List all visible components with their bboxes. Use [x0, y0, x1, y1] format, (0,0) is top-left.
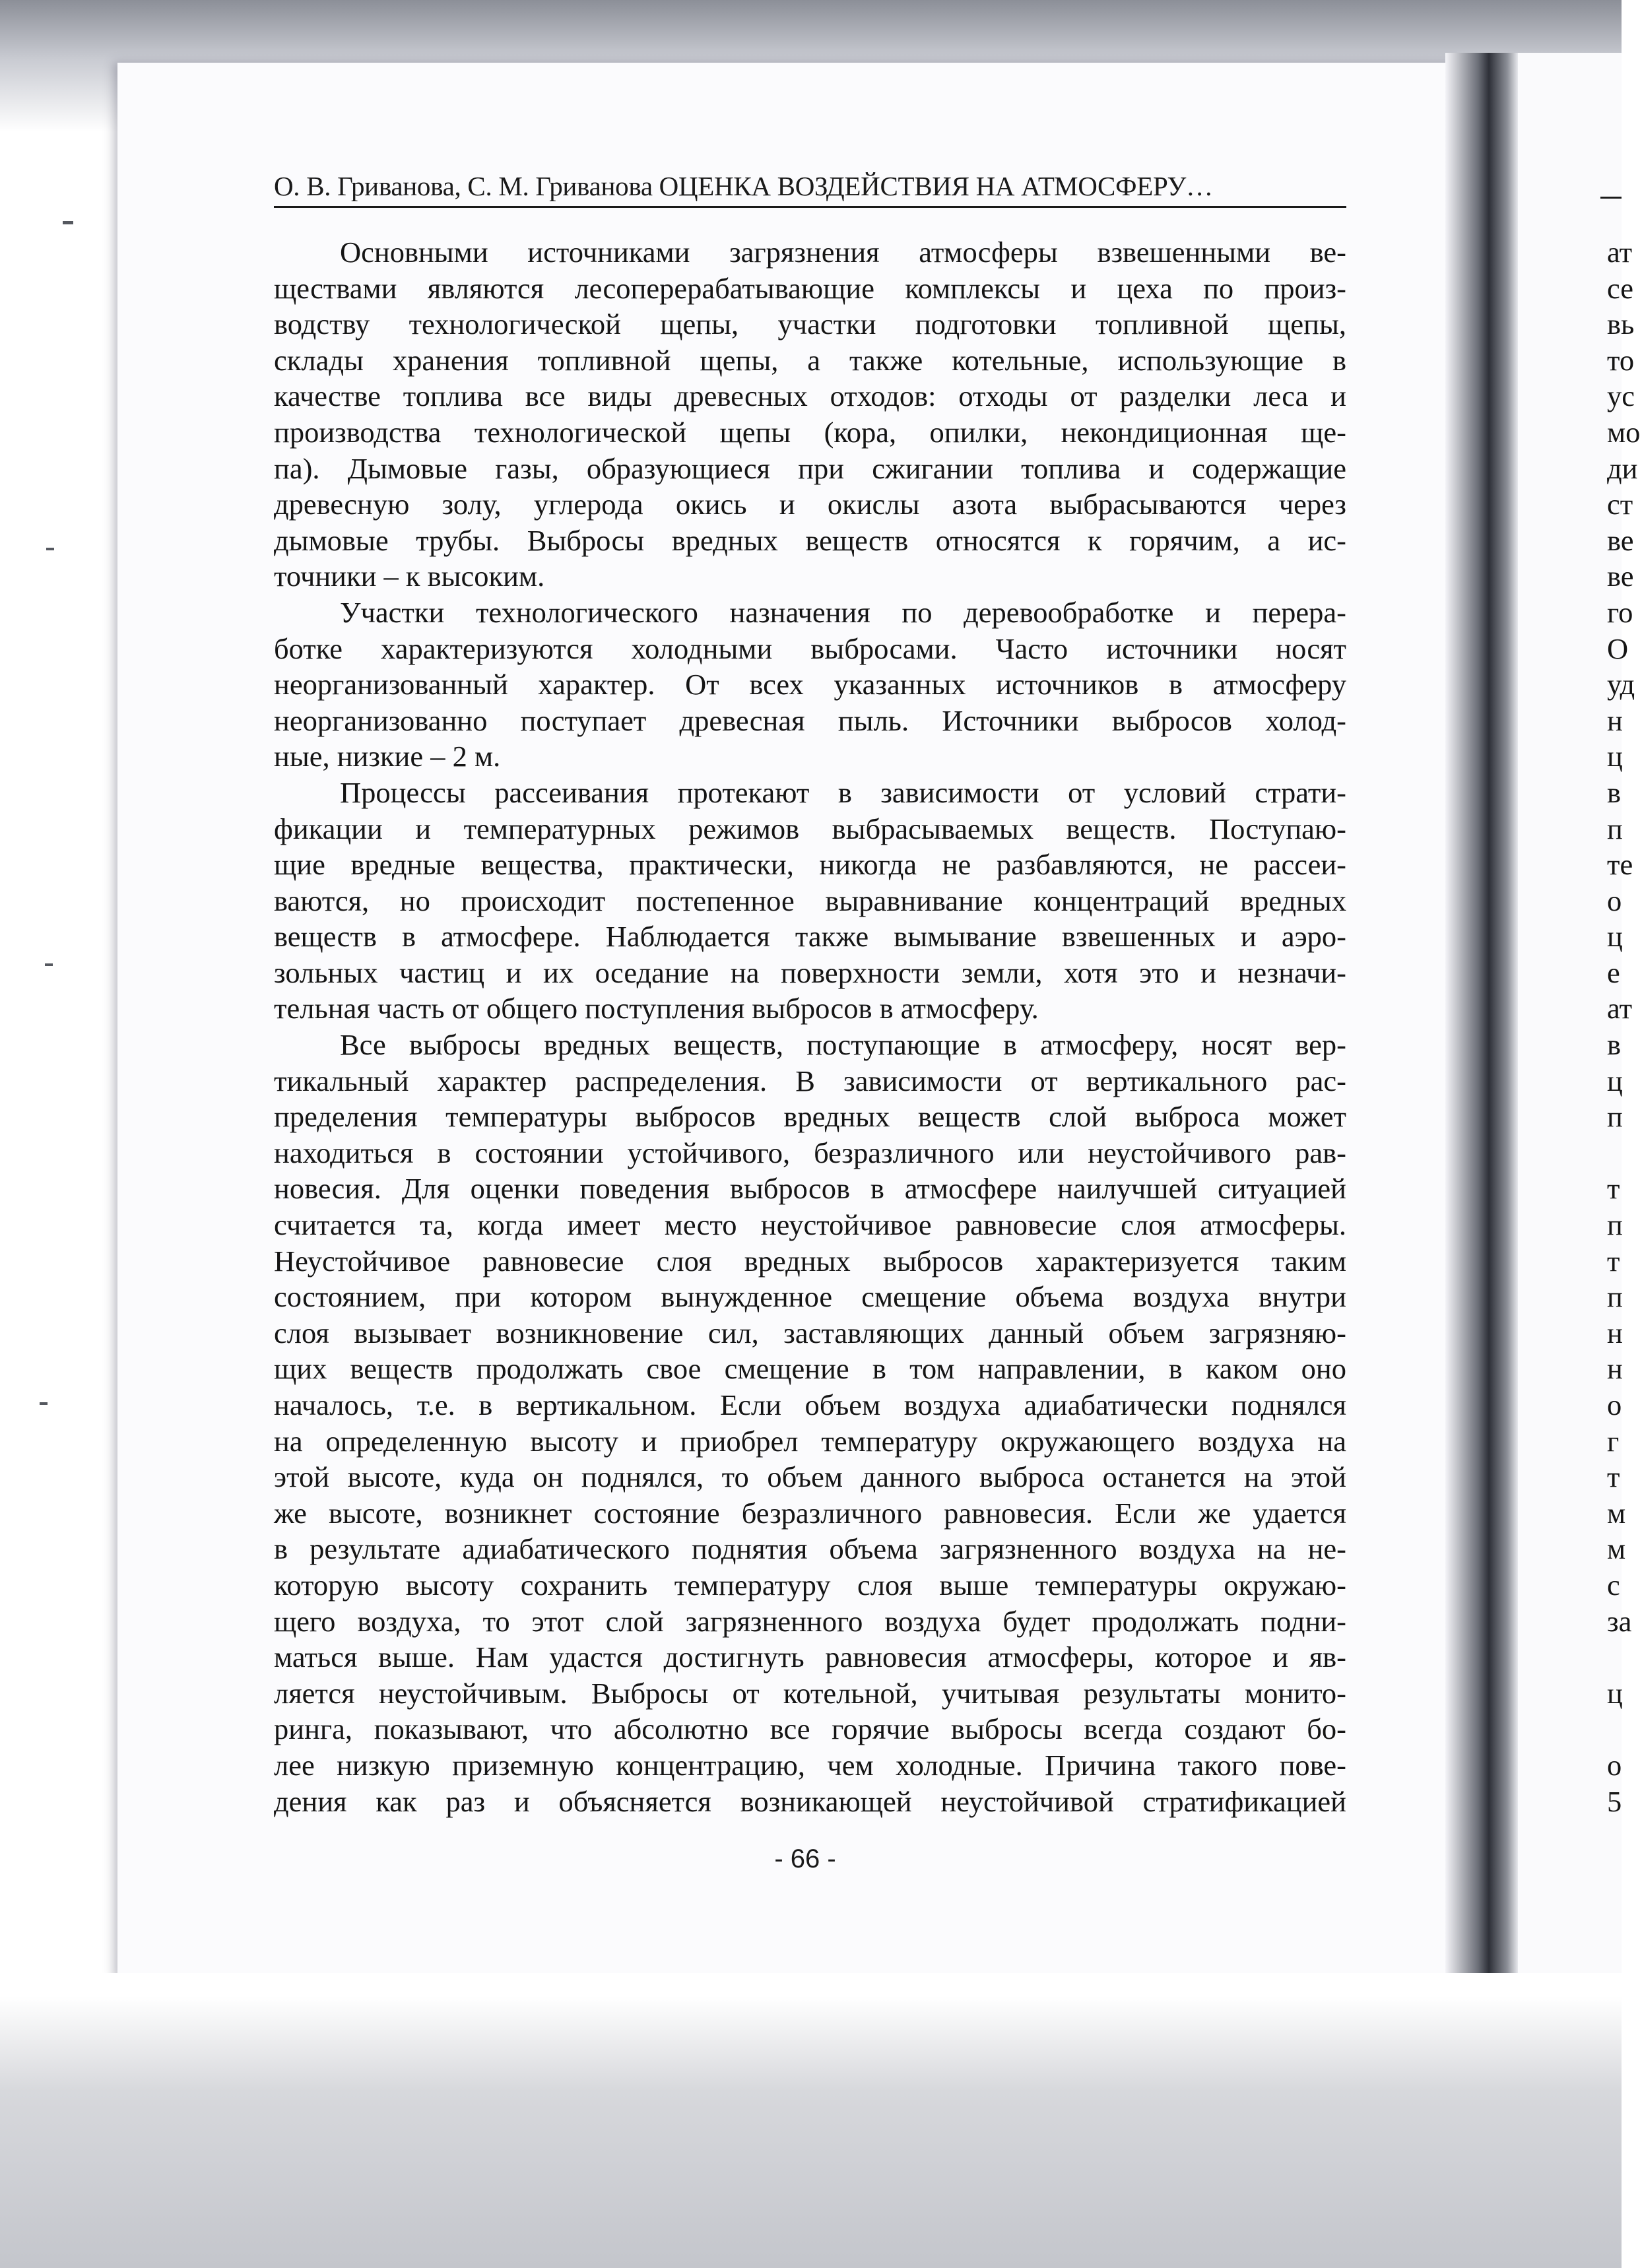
scan-speck	[40, 1402, 48, 1405]
text-line: новесия. Для оценки поведения выбросов в атмосфере наилучшей ситуацией	[274, 1172, 1346, 1206]
facing-page-fragment: ве	[1607, 560, 1634, 593]
facing-page-fragment	[1607, 1711, 1622, 1747]
facing-page-fragment: се	[1607, 271, 1634, 305]
text-line: точники – к высоким.	[274, 560, 545, 593]
facing-page-fragment: ц	[1607, 1676, 1623, 1710]
facing-page-fragment: г	[1607, 1424, 1620, 1458]
body-text	[274, 234, 1346, 1819]
text-line: маться выше. Нам удастся достигнуть равновесия атмосферы, которое и яв-	[274, 1640, 1346, 1674]
facing-page-fragment: н	[1607, 1316, 1623, 1349]
text-line: фикации и температурных режимов выбрасываемых веществ. Поступаю-	[274, 812, 1346, 845]
facing-page-text-fragments	[1607, 234, 1640, 1819]
facing-page-fragment: о	[1607, 1388, 1622, 1421]
text-line: Основными источниками загрязнения атмосферы взвешенными ве-	[340, 236, 1346, 269]
facing-page-fragment: в	[1607, 775, 1622, 809]
text-line: дения как раз и объясняется возникающей неустойчивой стратификацией	[274, 1784, 1346, 1818]
text-line: пределения температуры выбросов вредных веществ слой выброса может	[274, 1100, 1346, 1134]
facing-page-fragment: ат	[1607, 992, 1633, 1025]
facing-page-fragment: п	[1607, 1100, 1623, 1134]
text-line: ные, низкие – 2 м.	[274, 740, 501, 773]
text-line: качестве топлива все виды древесных отходов: отходы от разделки леса и	[274, 379, 1346, 413]
facing-page-fragment: п	[1607, 1280, 1623, 1314]
facing-page-fragment: т	[1607, 1460, 1620, 1494]
text-line: щие вредные вещества, практически, никогда не разбавляются, не рассеи-	[274, 848, 1346, 882]
facing-page-fragment: вь	[1607, 308, 1635, 341]
facing-page-fragment: п	[1607, 812, 1623, 845]
facing-page-fragment: мо	[1607, 415, 1640, 449]
text-line: находиться в состоянии устойчивого, безразличного или неустойчивого рав-	[274, 1136, 1346, 1169]
facing-page-fragment: ц	[1607, 920, 1623, 954]
text-line: производства технологической щепы (кора, опилки, некондиционная ще-	[274, 415, 1346, 449]
text-line: склады хранения топливной щепы, а также котельные, использующие в	[274, 343, 1346, 377]
scan-background-bottom	[0, 1973, 1622, 2268]
facing-page-fragment: е	[1607, 956, 1620, 989]
facing-page-fragment: ве	[1607, 523, 1634, 557]
text-line: лее низкую приземную концентрацию, чем холодные. Причина такого пове-	[274, 1748, 1346, 1782]
facing-page-fragment: ди	[1607, 451, 1638, 485]
text-line: в результате адиабатического поднятия объема загрязненного воздуха на не-	[274, 1532, 1346, 1566]
facing-page-fragment: н	[1607, 703, 1623, 737]
facing-page-fragment	[1607, 1639, 1622, 1675]
facing-page-fragment: м	[1607, 1496, 1626, 1530]
facing-page-fragment: ст	[1607, 488, 1633, 521]
facing-page-fragment: О	[1607, 632, 1629, 665]
facing-page-fragment: м	[1607, 1532, 1626, 1566]
facing-page-fragment	[1607, 1135, 1622, 1171]
text-line: Процессы рассеивания протекают в зависимости от условий страти-	[340, 775, 1346, 809]
text-line: неорганизованно поступает древесная пыль. Источники выбросов холод-	[274, 703, 1346, 737]
facing-page-fragment: т	[1607, 1244, 1620, 1278]
scan-speck	[45, 963, 53, 966]
facing-page-fragment: уд	[1607, 668, 1635, 701]
running-head: О. В. Гриванова, С. М. Гриванова ОЦЕНКА ВОЗДЕЙСТВИЯ НА АТМОСФЕРУ…	[274, 171, 1213, 201]
text-line: считается та, когда имеет место неустойчивое равновесие слоя атмосферы.	[274, 1208, 1346, 1242]
facing-page-fragment: ц	[1607, 1064, 1623, 1097]
text-line: па). Дымовые газы, образующиеся при сжигании топлива и содержащие	[274, 451, 1346, 485]
text-line: зольных частиц и их оседание на поверхности земли, хотя это и незначи-	[274, 956, 1346, 989]
facing-page-fragment: о	[1607, 1748, 1622, 1782]
book-spine-gutter	[1445, 53, 1518, 1986]
facing-page-fragment: то	[1607, 343, 1635, 377]
text-line: щего воздуха, то этот слой загрязненного воздуха будет продолжать подни-	[274, 1604, 1346, 1638]
text-line: ваются, но происходит постепенное выравнивание концентраций вредных	[274, 884, 1346, 917]
text-line: неорганизованный характер. От всех указанных источников в атмосферу	[274, 668, 1346, 701]
facing-page-fragment: го	[1607, 595, 1633, 629]
facing-page-fragment: о	[1607, 884, 1622, 917]
text-line: ляется неустойчивым. Выбросы от котельной, учитывая результаты монито-	[274, 1676, 1346, 1710]
facing-page-fragment: 5	[1607, 1784, 1622, 1818]
text-line: на определенную высоту и приобрел температуру окружающего воздуха на	[274, 1424, 1346, 1458]
facing-page-fragment: в	[1607, 1028, 1622, 1062]
text-line: тельная часть от общего поступления выбросов в атмосферу.	[274, 992, 1039, 1025]
facing-page-fragment: с	[1607, 1568, 1620, 1602]
facing-page-fragment: т	[1607, 1172, 1620, 1206]
facing-page-header-rule	[1600, 197, 1622, 199]
page-number: - 66 -	[774, 1844, 836, 1873]
scan-speck	[46, 548, 54, 550]
text-line: ществами являются лесоперерабатывающие комплексы и цеха по произ-	[274, 271, 1346, 305]
text-line: Участки технологического назначения по деревообработке и перера-	[340, 595, 1346, 629]
text-line: дымовые трубы. Выбросы вредных веществ относятся к горячим, а ис-	[274, 523, 1346, 557]
text-line: Все выбросы вредных веществ, поступающие в атмосферу, носят вер-	[340, 1028, 1346, 1062]
text-line: этой высоте, куда он поднялся, то объем данного выброса останется на этой	[274, 1460, 1346, 1494]
text-line: началось, т.е. в вертикальном. Если объем воздуха адиабатически поднялся	[274, 1388, 1346, 1421]
facing-page-fragment: н	[1607, 1352, 1623, 1386]
header-rule	[274, 206, 1346, 208]
text-line: состоянием, при котором вынужденное смещение объема воздуха внутри	[274, 1280, 1346, 1314]
text-line: щих веществ продолжать свое смещение в том направлении, в каком оно	[274, 1352, 1346, 1386]
text-line: ринга, показывают, что абсолютно все горячие выбросы всегда создают бо-	[274, 1712, 1346, 1746]
text-line: ботке характеризуются холодными выбросами. Часто источники носят	[274, 632, 1346, 665]
scan-speck	[63, 221, 73, 224]
text-line: слоя вызывает возникновение сил, заставляющих данный объем загрязняю-	[274, 1316, 1346, 1349]
facing-page-fragment: те	[1607, 848, 1633, 882]
text-line: водству технологической щепы, участки подготовки топливной щепы,	[274, 308, 1346, 341]
text-line: веществ в атмосфере. Наблюдается также вымывание взвешенных и аэро-	[274, 920, 1346, 954]
text-line: тикальный характер распределения. В зависимости от вертикального рас-	[274, 1064, 1346, 1097]
text-line: Неустойчивое равновесие слоя вредных выбросов характеризуется таким	[274, 1244, 1346, 1278]
facing-page-fragment: ат	[1607, 236, 1633, 269]
facing-page-fragment: п	[1607, 1208, 1623, 1242]
text-line: которую высоту сохранить температуру слоя выше температуры окружаю-	[274, 1568, 1346, 1602]
facing-page-fragment: ц	[1607, 740, 1623, 773]
text-line: же высоте, возникнет состояние безразличного равновесия. Если же удается	[274, 1496, 1346, 1530]
text-line: древесную золу, углерода окись и окислы азота выбрасываются через	[274, 488, 1346, 521]
facing-page-fragment: ус	[1607, 379, 1635, 413]
facing-page-fragment: за	[1607, 1604, 1632, 1638]
